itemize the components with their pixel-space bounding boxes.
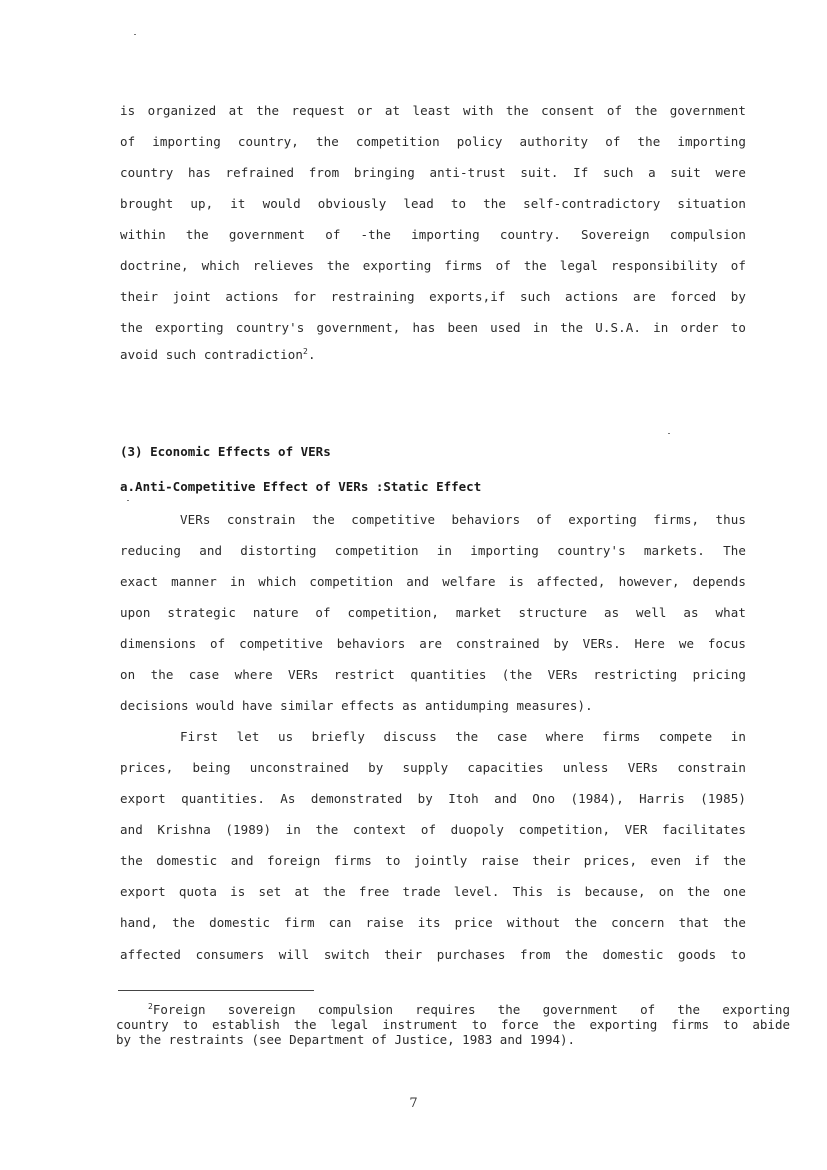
body-text-line: affected consumers will switch their purchases from the domestic goods to — [120, 947, 746, 962]
body-text-line: of importing country, the competition policy authority of the importing — [120, 134, 746, 149]
footnote-rule — [118, 990, 314, 991]
scan-speck — [134, 34, 136, 35]
subsection-heading: a.Anti-Competitive Effect of VERs :Static Effect — [120, 479, 482, 494]
footnote-reference: 2 — [303, 346, 308, 356]
body-text-line: prices, being unconstrained by supply capacities unless VERs constrain — [120, 760, 746, 775]
footnote-text: Foreign sovereign compulsion requires the government of the exporting — [152, 1002, 790, 1017]
body-text-line: exact manner in which competition and welfare is affected, however, depends — [120, 574, 746, 589]
footnote-text-line — [148, 1003, 790, 1017]
body-text-line: dimensions of competitive behaviors are constrained by VERs. Here we focus — [120, 636, 746, 651]
body-text-line: the domestic and foreign firms to jointly raise their prices, even if the — [120, 853, 746, 868]
scan-speck — [668, 433, 670, 434]
body-text-line: the exporting country's government, has been used in the U.S.A. in order to — [120, 320, 746, 335]
scan-speck — [127, 500, 129, 501]
body-text-line: VERs constrain the competitive behaviors of exporting firms, thus — [180, 512, 746, 527]
body-text-line: decisions would have similar effects as antidumping measures). — [120, 698, 593, 713]
footnote-text-line: by the restraints (see Department of Justice, 1983 and 1994). — [116, 1032, 576, 1047]
body-text-line: is organized at the request or at least with the consent of the government — [120, 103, 746, 118]
footnote-marker: 2 — [148, 1001, 153, 1011]
body-text-line: doctrine, which relieves the exporting firms of the legal responsibility of — [120, 258, 746, 273]
body-text-line: and Krishna (1989) in the context of duopoly competition, VER facilitates — [120, 822, 746, 837]
body-text-line: export quantities. As demonstrated by Itoh and Ono (1984), Harris (1985) — [120, 791, 746, 806]
body-text-line: within the government of -the importing country. Sovereign compulsion — [120, 227, 746, 242]
body-text-fragment: avoid such contradiction — [120, 347, 304, 362]
body-text-line: on the case where VERs restrict quantities (the VERs restricting pricing — [120, 667, 746, 682]
body-text-line: upon strategic nature of competition, market structure as well as what — [120, 605, 746, 620]
body-text-line: First let us briefly discuss the case where firms compete in — [180, 729, 746, 744]
body-text-fragment: . — [307, 347, 316, 362]
body-text-line: export quota is set at the free trade level. This is because, on the one — [120, 884, 746, 899]
page-number: 7 — [409, 1096, 418, 1111]
body-text-line: brought up, it would obviously lead to the self-contradictory situation — [120, 196, 746, 211]
footnote-text-line: country to establish the legal instrument to force the exporting firms to abide — [116, 1017, 790, 1032]
body-text-line: reducing and distorting competition in importing country's markets. The — [120, 543, 746, 558]
section-heading: (3) Economic Effects of VERs — [120, 444, 331, 459]
body-text-line: hand, the domestic firm can raise its price without the concern that the — [120, 915, 746, 930]
body-text-line — [120, 348, 316, 362]
body-text-line: their joint actions for restraining exports,if such actions are forced by — [120, 289, 746, 304]
body-text-line: country has refrained from bringing anti-trust suit. If such a suit were — [120, 165, 746, 180]
